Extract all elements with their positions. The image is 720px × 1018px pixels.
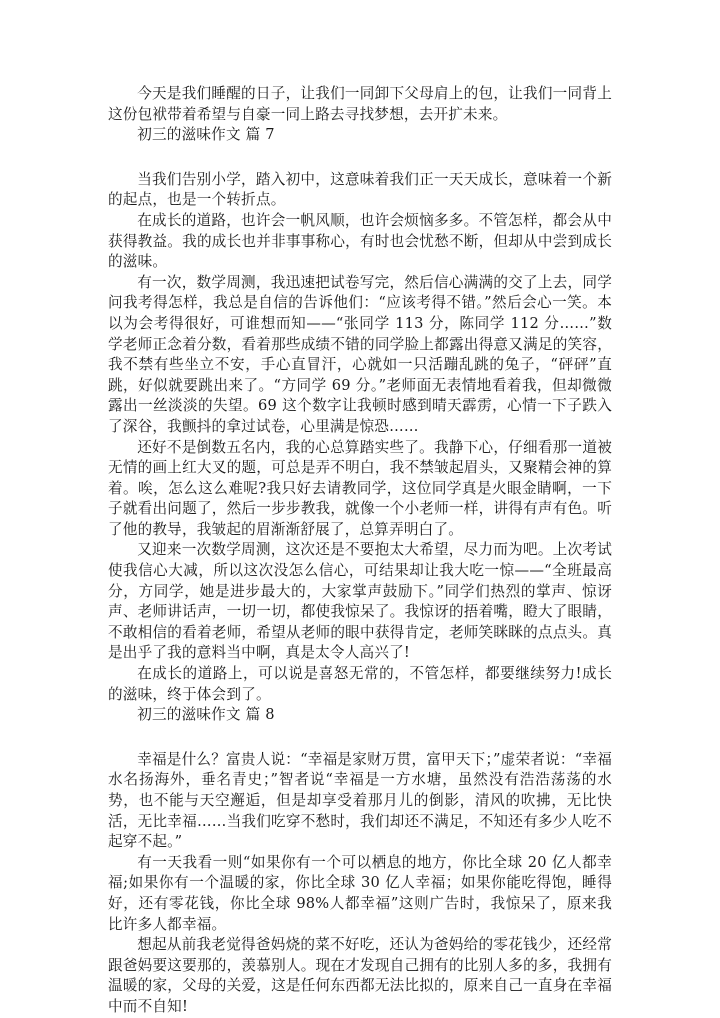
paragraph: 又迎来一次数学周测，这次还是不要抱太大希望，尽力而为吧。上次考试使我信心大减，所以这次没怎么信心，可结果却让我大吃一惊——“全班最高分，方同学，她是进步最大的，大家掌声鼓励下。”同学们热烈的掌声、惊讶声、老师讲话声，一切一切，都使我惊呆了。我惊讶的捂着嘴，瞪大了眼睛，不敢相信的看着老师，希望从老师的眼中获得肯定，老师笑眯眯的点点头。真是出乎了我的意料当中啊，真是太令人高兴了!	[108, 541, 612, 662]
section-heading-8: 初三的滋味作文 篇 8	[137, 706, 275, 724]
paragraph: 想起从前我老觉得爸妈烧的菜不好吃，还认为爸妈给的零花钱少，还经常跟爸妈要这要那的，羡慕别人。现在才发现自己拥有的比别人多的多，我拥有温暖的家，父母的关爱，这是任何东西都无法比拟的，原来自己一直身在幸福中而不自知!	[108, 936, 612, 1015]
paragraph: 有一天我看一则“如果你有一个可以栖息的地方，你比全球 20 亿人都幸福;如果你有一个温暖的家，你比全球 30 亿人幸福；如果你能吃得饱，睡得好，还有零花钱，你比全球 98%人都幸福”这则广告时，我惊呆了，原来我比许多人都幸福。	[108, 853, 612, 933]
document-page	[108, 84, 612, 1018]
paragraph: 当我们告别小学，踏入初中，这意味着我们正一天天成长，意味着一个新的起点，也是一个转折点。	[108, 170, 612, 209]
heading-spacer	[108, 146, 612, 170]
paragraph: 幸福是什么？富贵人说：“幸福是家财万贯，富甲天下；”虚荣者说：“幸福水名扬海外，垂名青史；”智者说“幸福是一方水塘，虽然没有浩浩荡荡的水势，也不能与天空邂逅，但是却享受着那月儿的倒影，清风的吹拂，无比快活，无比幸福……当我们吃穿不愁时，我们却还不满足，不知还有多少人吃不起穿不起。”	[108, 750, 612, 851]
heading-spacer	[108, 726, 612, 750]
section-heading-7: 初三的滋味作文 篇 7	[137, 126, 275, 144]
paragraph: 今天是我们睡醒的日子，让我们一同卸下父母肩上的包，让我们一同背上这份包袱带着希望与自豪一同上路去寻找梦想，去开扩未来。	[108, 85, 612, 123]
paragraph: 还好不是倒数五名内，我的心总算踏实些了。我静下心，仔细看那一道被无情的画上红大叉的题，可总是弄不明白，我不禁皱起眉头，又聚精会神的算着。唉，怎么这么难呢?我只好去请教同学，这位同学真是火眼金睛啊，一下子就看出问题了，然后一步步教我，就像一个小老师一样，讲得有声有色。听了他的教导，我皱起的眉渐渐舒展了，总算弄明白了。	[108, 438, 612, 538]
paragraph: 有一次，数学周测，我迅速把试卷写完，然后信心满满的交了上去，同学问我考得怎样，我总是自信的告诉他们：“应该考得不错。”然后会心一笑。本以为会考得很好，可谁想而知——“张同学 113 分，陈同学 112 分……”数学老师正念着分数，看着那些成绩不错的同学脸上都露出得意又满足的笑容，我不禁有些坐立不安，手心直冒汗，心就如一只活蹦乱跳的兔子，“砰砰”直跳，好似就要跳出来了。“方同学 69 分。”老师面无表情地看着我，但却微微露出一丝淡淡的失望。69 这个数字让我顿时感到晴天霹雳，心情一下子跌入了深谷，我颤抖的拿过试卷，心里满是惊恐……	[108, 273, 612, 435]
paragraph: 在成长的道路，也许会一帆风顺，也许会烦恼多多。不管怎样，都会从中获得教益。我的成长也并非事事称心，有时也会忧愁不断，但却从中尝到成长的滋味。	[108, 211, 612, 271]
paragraph: 在成长的道路上，可以说是喜怒无常的，不管怎样，都要继续努力!成长的滋味，终于体会到了。	[108, 665, 612, 703]
